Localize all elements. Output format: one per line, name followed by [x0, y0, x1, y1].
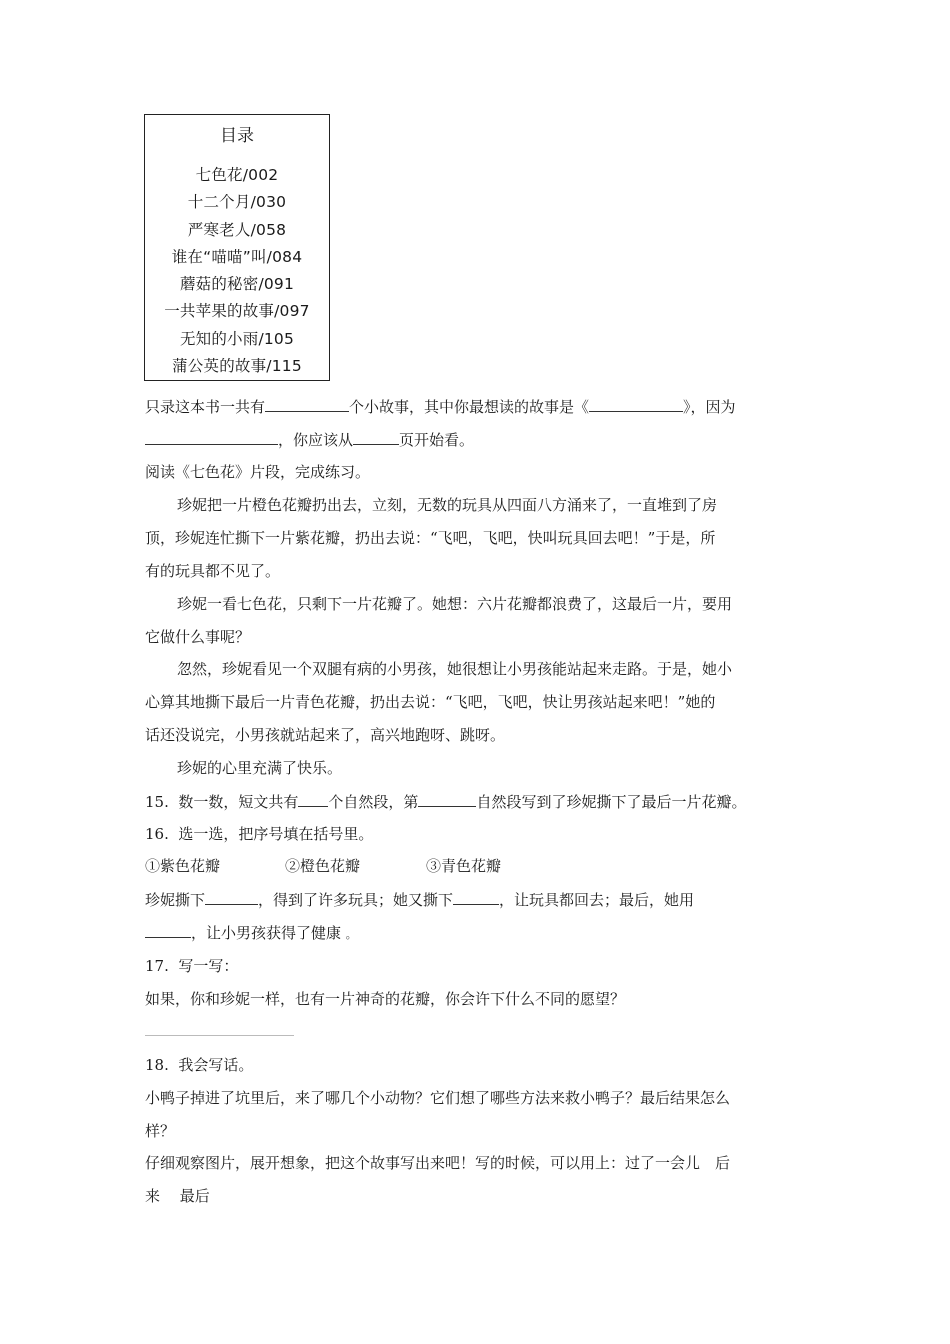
question-17 — [145, 956, 238, 976]
question-16 — [145, 824, 373, 844]
question-text: 个小故事，其中你最想读的故事是《 — [349, 398, 590, 416]
question-text: 珍妮撕下 — [145, 891, 206, 909]
passage-line: 顶，珍妮连忙撕下一片紫花瓣，扔出去说：“飞吧，飞吧，快叫玩具回去吧！”于是，所 — [145, 529, 716, 547]
question-text: ，得到了许多玩具；她又撕下 — [258, 891, 454, 909]
answer-blank-second-petal[interactable] — [453, 889, 499, 905]
answer-blank-last-petal[interactable] — [145, 922, 191, 938]
question-16-options — [145, 856, 501, 876]
question-number: 16. — [145, 825, 169, 843]
question-text: ，让小男孩获得了健康 — [191, 924, 342, 942]
toc-item: 蒲公英的故事/115 — [172, 357, 302, 376]
question-text: 》，因为 — [683, 398, 736, 416]
toc-question-line-2 — [145, 429, 474, 450]
passage-line: 话还没说完，小男孩就站起来了，高兴地跑呀、跳呀。 — [145, 726, 506, 744]
passage-line: 珍妮把一片橙色花瓣扔出去，立刻，无数的玩具从四面八方涌来了，一直堆到了房 — [177, 496, 718, 514]
question-text: 写一写： — [178, 957, 239, 975]
question-text: 我会写话。 — [178, 1056, 254, 1074]
answer-blank-start-page[interactable] — [353, 429, 399, 445]
answer-blank-reason[interactable] — [145, 429, 278, 445]
toc-item: 无知的小雨/105 — [179, 329, 295, 348]
question-18-line: 小鸭子掉进了坑里后，来了哪几个小动物？它们想了哪些方法来救小鸭子？最后结果怎么 — [145, 1089, 731, 1107]
toc-item: 一共苹果的故事/097 — [164, 302, 310, 321]
question-15 — [145, 791, 746, 812]
question-text: 只录这本书一共有 — [145, 398, 266, 416]
toc-item: 七色花/002 — [195, 166, 279, 184]
question-18-line: 来 最后 — [145, 1187, 210, 1205]
toc-item: 谁在“喵喵”叫/084 — [171, 247, 303, 266]
question-text: 自然段写到了珍妮撕下了最后一片花瓣。 — [476, 793, 747, 811]
question-number: 18. — [145, 1056, 169, 1074]
question-18-line: 样？ — [145, 1122, 176, 1140]
toc-item: 蘑菇的秘密/091 — [179, 275, 295, 294]
question-text: 数一数，短文共有 — [178, 793, 299, 811]
table-of-contents-box — [144, 114, 330, 381]
question-text: 选一选，把序号填在括号里。 — [178, 825, 374, 843]
answer-blank-favorite-story[interactable] — [589, 396, 683, 412]
toc-title: 目录 — [220, 126, 254, 146]
question-text: ，让玩具都回去；最后，她用 — [499, 891, 695, 909]
question-17-prompt: 如果，你和珍妮一样，也有一片神奇的花瓣，你会许下什么不同的愿望？ — [145, 990, 626, 1008]
answer-blank-first-petal[interactable] — [205, 889, 258, 905]
question-text: 页开始看。 — [399, 431, 475, 449]
question-text: 个自然段，第 — [328, 793, 419, 811]
answer-blank-story-count[interactable] — [265, 396, 349, 412]
option-cyan-petal: ③青色花瓣 — [426, 857, 502, 875]
question-18-line: 仔细观察图片，展开想象，把这个故事写出来吧！写的时候，可以用上：过了一会儿 后 — [145, 1154, 731, 1172]
toc-list — [145, 162, 329, 380]
option-purple-petal: ①紫色花瓣 — [145, 857, 221, 875]
toc-question-line-1 — [145, 396, 736, 417]
question-number: 15. — [145, 793, 169, 811]
question-16-sentence-2 — [145, 922, 357, 945]
passage-line: 它做什么事呢？ — [145, 628, 251, 646]
reading-intro: 阅读《七色花》片段，完成练习。 — [145, 463, 371, 481]
toc-item: 十二个月/030 — [187, 193, 287, 212]
answer-blank-paragraph-number[interactable] — [418, 791, 476, 807]
question-18 — [145, 1055, 253, 1075]
answer-blank-paragraph-count[interactable] — [298, 791, 328, 807]
passage-line: 忽然，珍妮看见一个双腿有病的小男孩，她很想让小男孩能站起来走路。于是，她小 — [177, 660, 733, 678]
passage-line: 心算其地撕下最后一片青色花瓣，扔出去说：“飞吧，飞吧，快让男孩站起来吧！”她的 — [145, 693, 716, 711]
question-16-sentence-1 — [145, 889, 694, 910]
question-text: 。 — [345, 928, 357, 941]
answer-writing-line[interactable] — [145, 1035, 294, 1036]
passage-line: 珍妮一看七色花，只剩下一片花瓣了。她想：六片花瓣都浪费了，这最后一片，要用 — [177, 595, 733, 613]
option-orange-petal: ②橙色花瓣 — [285, 857, 361, 875]
question-number: 17. — [145, 957, 169, 975]
passage-line: 珍妮的心里充满了快乐。 — [177, 759, 343, 777]
toc-item: 严寒老人/058 — [187, 220, 287, 239]
question-text: ，你应该从 — [278, 431, 354, 449]
passage-line: 有的玩具都不见了。 — [145, 562, 281, 580]
